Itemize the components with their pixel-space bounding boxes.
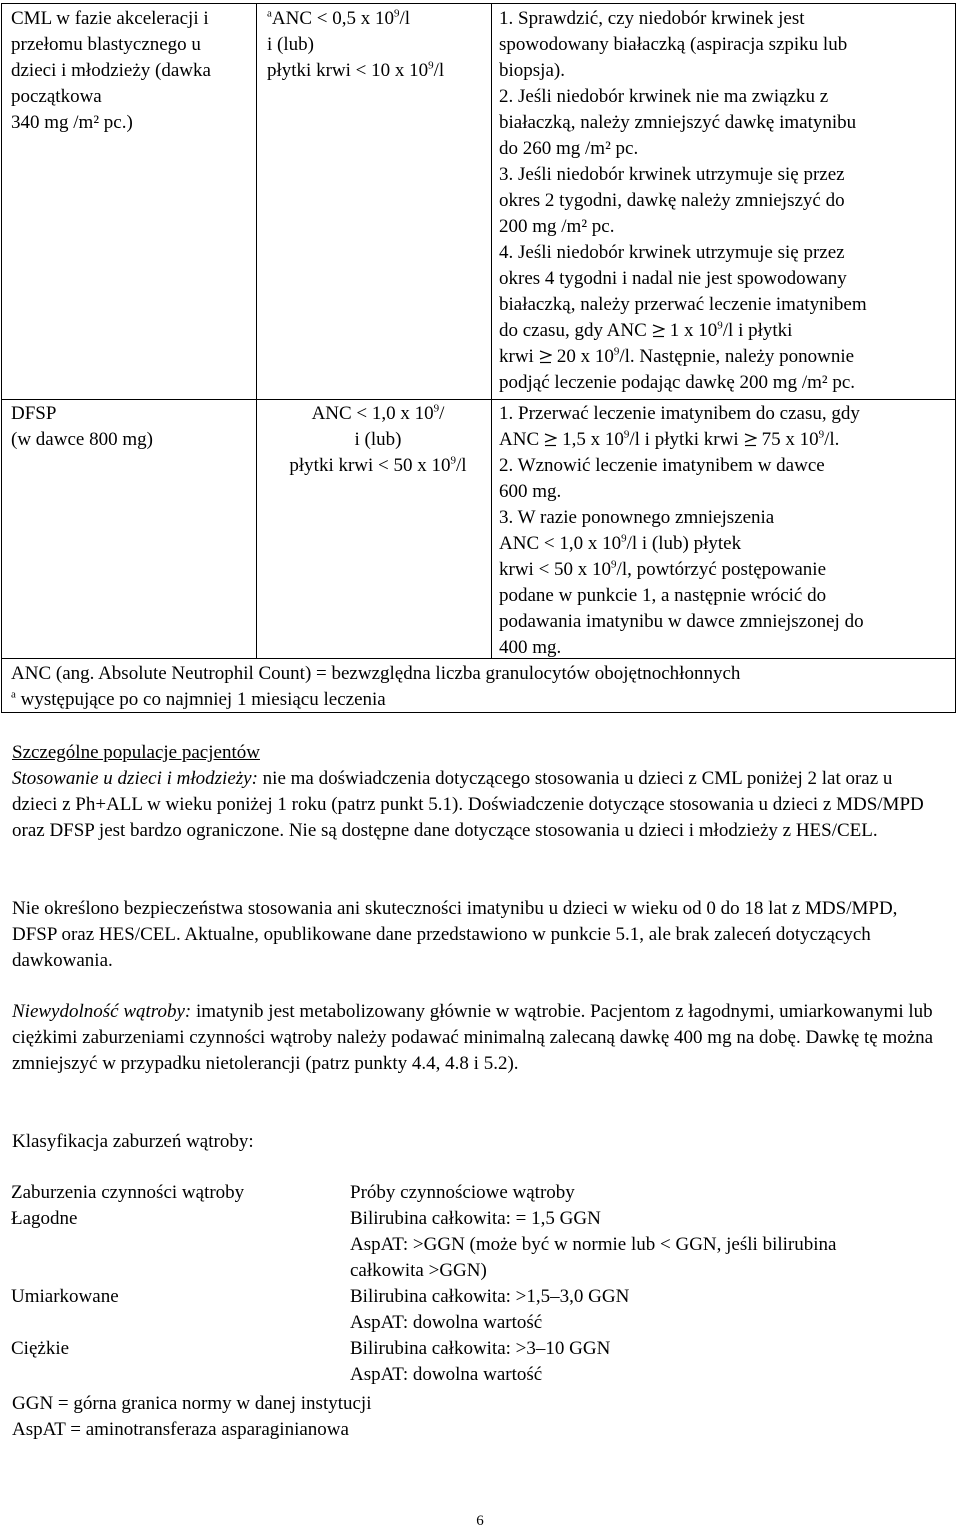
safety-paragraph: Nie określono bezpieczeństwa stosowania ani skuteczności imatynibu u dzieci w wieku od 0 do 18 lat z MDS/MPD, DFSP oraz HES/CEL. Aktualne, opublikowane dane przedstawiono w punkcie 5.1, ale brak zaleceń dotyczących dawkowania. — [12, 898, 898, 971]
note-ggn: GGN = górna granica normy w danej instytucji — [12, 1393, 372, 1414]
footnote-marker: a — [267, 7, 272, 20]
table-header-row: Zaburzenia czynności wątroby Próby czynnościowe wątroby — [11, 1182, 575, 1203]
threshold-dfsp-cell: ANC < 1,0 x $10^9/$ i (lub) płytki krwi < 50 x $10^9/l$ — [289, 402, 467, 476]
footnote-anc: ANC (ang. Absolute Neutrophil Count) = bezwzględna liczba granulocytów obojętnochłonnych — [11, 663, 741, 684]
table-column-divider — [256, 4, 257, 658]
step-2: 2. Jeśli niedobór krwinek nie ma związku z białaczką, należy zmniejszyć dawkę imatynibu do 260 mg /m² pc. — [499, 86, 857, 159]
table-row: Umiarkowane Bilirubina całkowita: >1,5–3,0 GGN AspAT: dowolna wartość — [11, 1286, 630, 1333]
step-1: 1. Sprawdzić, czy niedobór krwinek jest spowodowany białaczką (aspiracja szpiku lub biopsja). — [499, 8, 848, 81]
indication-cml-cell: CML w fazie akceleracji i przełomu blastycznego u dzieci i młodzieży (dawka początkowa 340 mg /m² pc.) — [11, 8, 211, 133]
children-paragraph: Stosowanie u dzieci i młodzieży: nie ma doświadczenia dotyczącego stosowania u dzieci z CML poniżej 2 lat oraz u dzieci z Ph+ALL w wieku poniżej 1 roku (patrz punkt 5.1). Doświadczenie dotyczące stosowania u dzieci z MDS/MPD oraz DFSP jest bardzo ograniczone. Nie są dostępne dane dotyczące stosowania u dzieci i młodzieży z HES/CEL. — [12, 768, 924, 841]
greater-equal-icon — [544, 433, 557, 447]
footnote-a: $^a$ występujące po co najmniej 1 miesiącu leczenia — [11, 688, 386, 710]
table-row-divider — [2, 399, 955, 400]
step-2: 2. Wznowić leczenie imatynibem w dawce 600 mg. — [499, 455, 825, 502]
liver-paragraph: Niewydolność wątroby: imatynib jest metabolizowany głównie w wątrobie. Pacjentom z łagodnymi, umiarkowanymi lub ciężkimi zaburzeniami czynności wątroby należy podawać minimalną zalecaną dawkę 400 mg na dobę. Dawkę tę można zmniejszyć w przypadku nietolerancji (patrz punkty 4.4, 4.8 i 5.2). — [12, 1001, 934, 1074]
indication-dfsp-cell: DFSP (w dawce 800 mg) — [11, 403, 153, 450]
special-populations-section — [12, 740, 942, 844]
step-3: 3. W razie ponownego zmniejszenia ANC < 1,0 x $10^9/l$ i (lub) płytek krwi < 50 x $10^9/l$, powtórzyć postępowanie podane w punkcie 1, a następnie wrócić do podawania imatynibu w dawce zmniejszonej do 400 mg. — [499, 507, 864, 658]
page-number: 6 — [476, 1513, 484, 1529]
classification-heading: Klasyfikacja zaburzeń wątroby: — [12, 1131, 254, 1152]
note-aspat: AspAT = aminotransferaza asparaginianowa — [12, 1419, 349, 1440]
threshold-cml-cell: $^a$ANC < 0,5 x $10^9/l$ i (lub) płytki krwi < 10 x $10^9/l$ — [267, 7, 445, 81]
table-row: Ciężkie Bilirubina całkowita: >3–10 GGN AspAT: dowolna wartość — [11, 1338, 611, 1385]
dose-adjustment-table — [1, 3, 956, 713]
table-row: Łagodne Bilirubina całkowita: = 1,5 GGN AspAT: >GGN (może być w normie lub < GGN, jeśli bilirubina całkowita >GGN) — [11, 1208, 837, 1281]
table-footnotes — [11, 661, 951, 713]
liver-classification-table — [9, 1180, 939, 1388]
step-1: 1. Przerwać leczenie imatynibem do czasu, gdy ANC 1,5 x $10^9/l$ i płytki krwi 75 x $10^9/l$. — [499, 403, 860, 450]
section-heading: Szczególne populacje pacjentów — [12, 742, 260, 763]
greater-equal-icon — [652, 324, 665, 338]
liver-table-notes — [12, 1391, 612, 1443]
step-3: 3. Jeśli niedobór krwinek utrzymuje się przez okres 2 tygodni, dawkę należy zmniejszyć do 200 mg /m² pc. — [499, 164, 845, 237]
step-4: 4. Jeśli niedobór krwinek utrzymuje się przez okres 4 tygodni i nadal nie jest spowodowany białaczką, należy przerwać leczenie imatynibem do czasu, gdy ANC 1 x $10^9/l$ i płytki krwi 20 x $10^9/l$. Następnie, należy ponownie podjąć leczenie podając dawkę 200 mg /m² pc. — [499, 242, 867, 393]
greater-equal-icon — [539, 350, 552, 364]
table-column-divider — [491, 4, 492, 658]
action-cml-cell — [499, 6, 949, 396]
greater-equal-icon — [744, 433, 757, 447]
action-dfsp-cell — [499, 401, 949, 661]
